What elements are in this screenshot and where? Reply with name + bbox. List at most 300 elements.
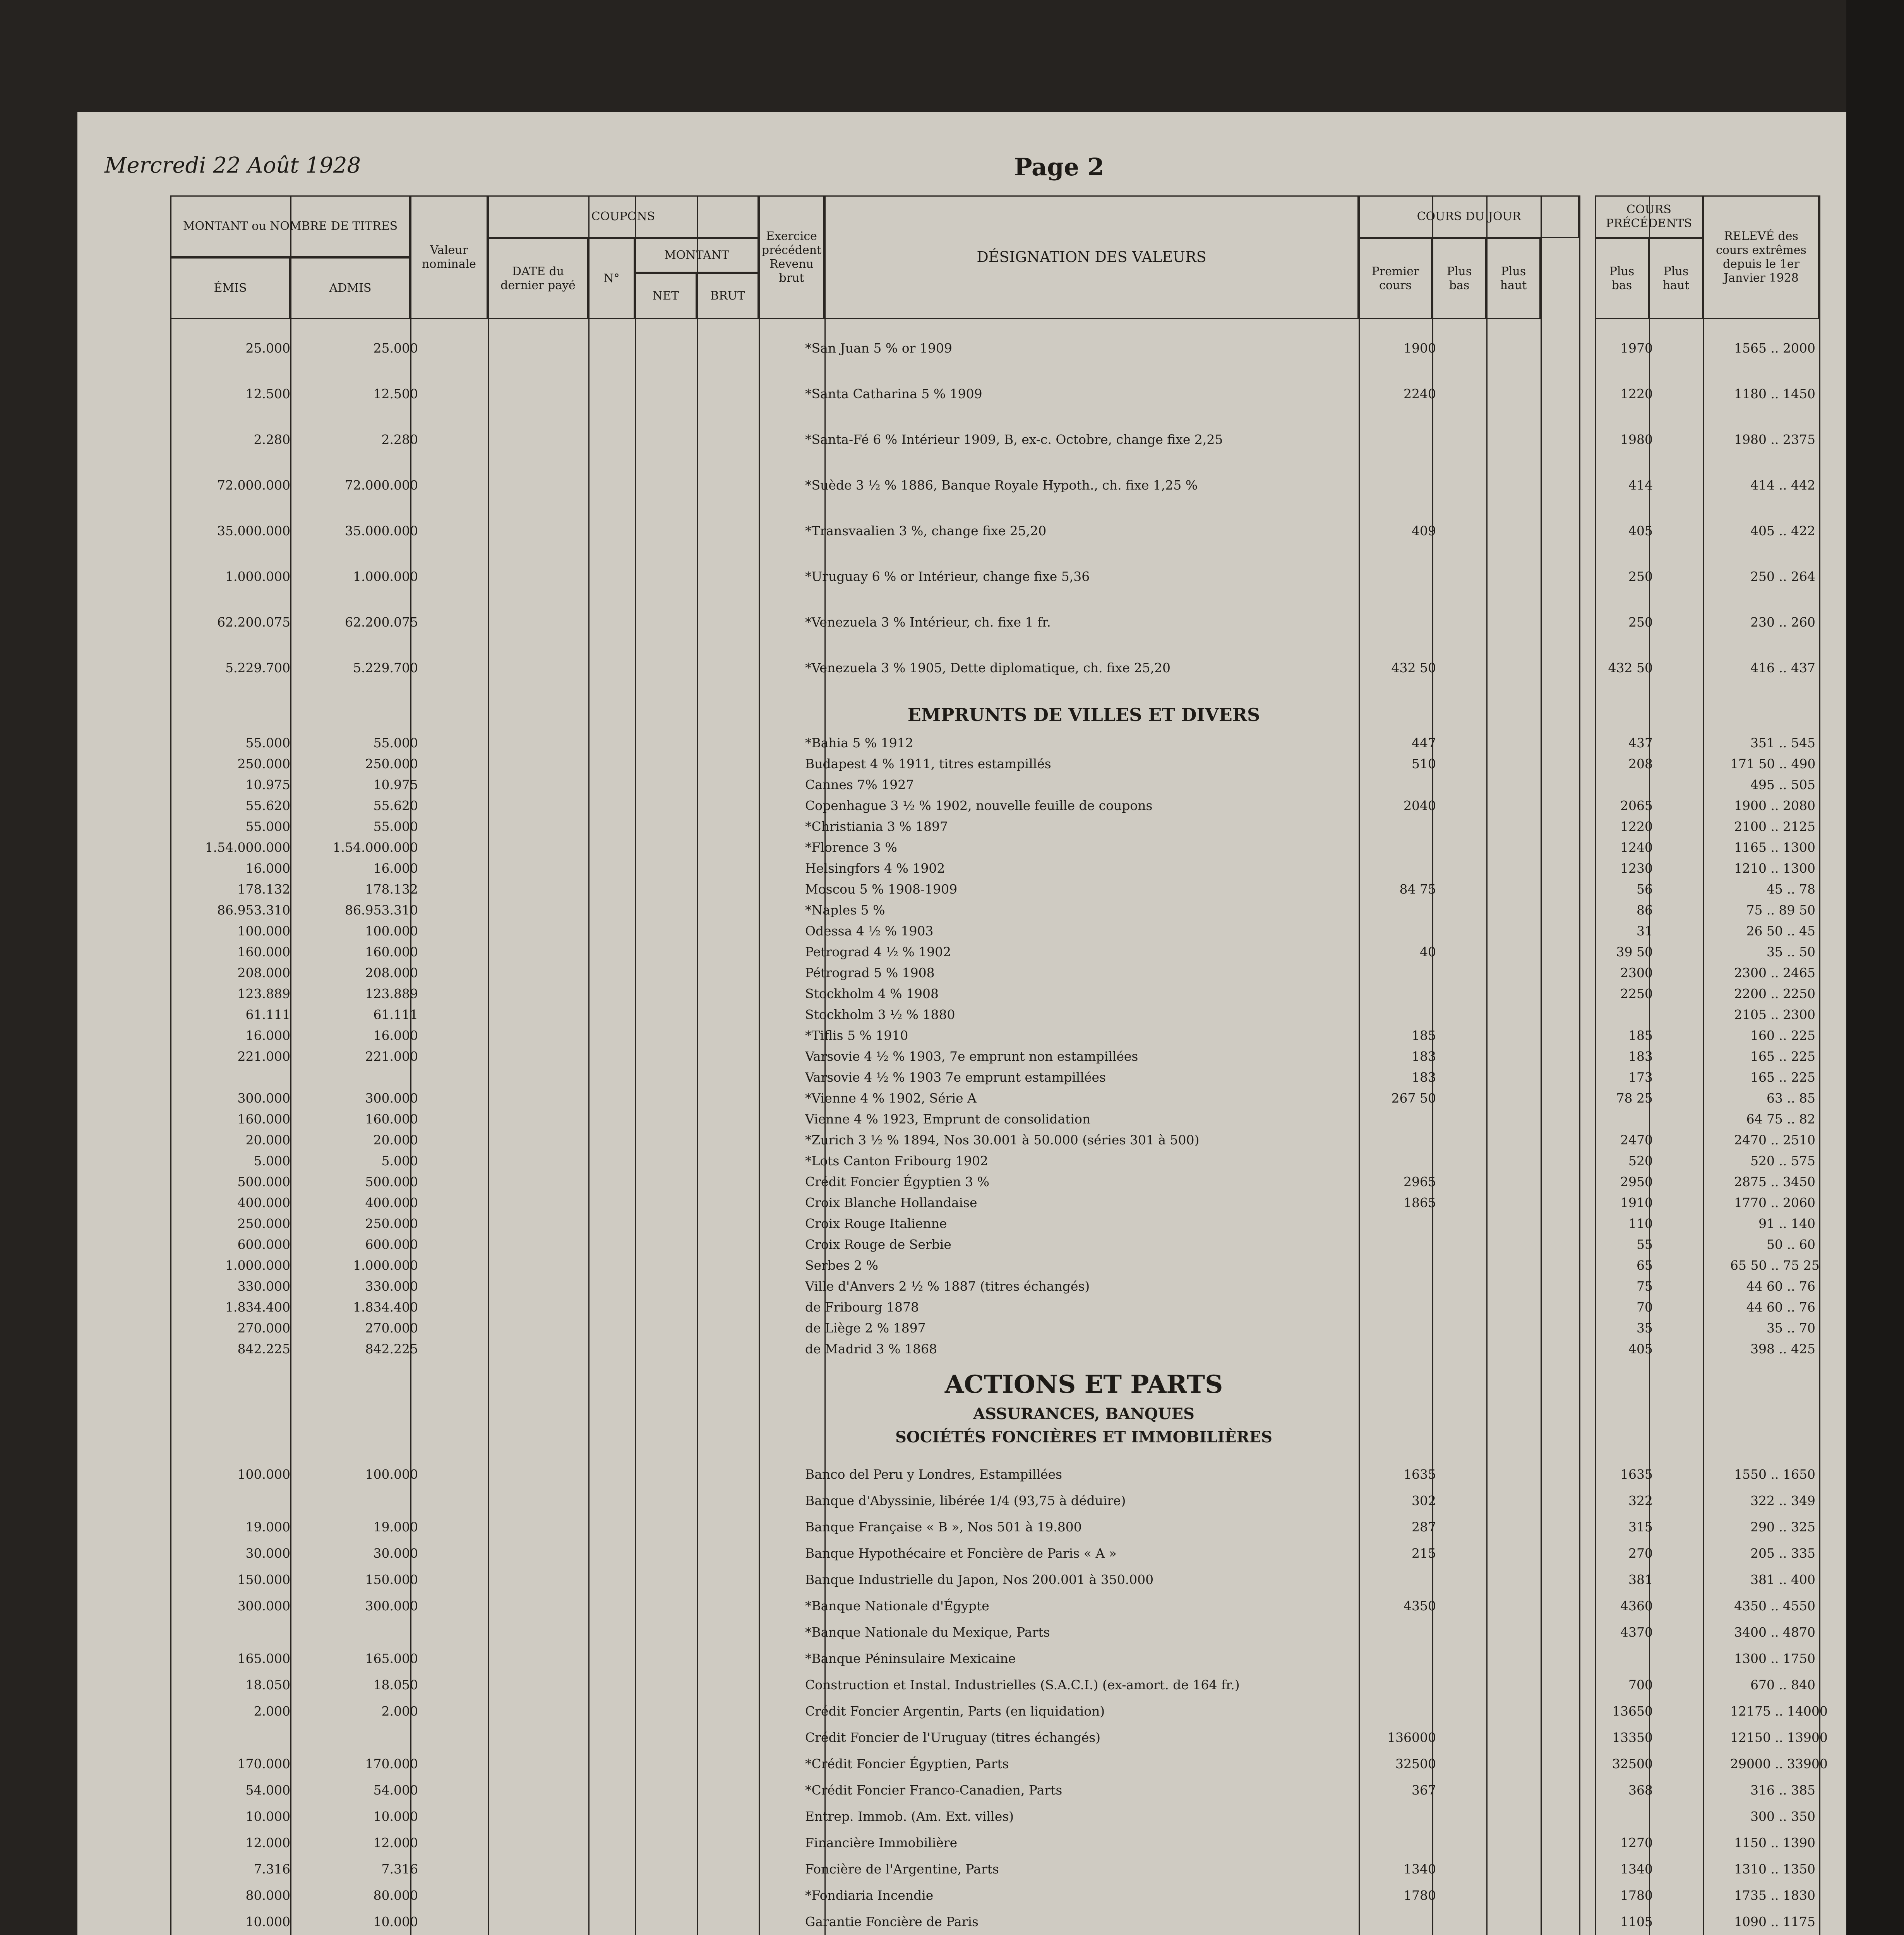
cell-cours bbox=[1386, 1258, 1436, 1273]
cell-emis: 123.889 bbox=[237, 986, 290, 1001]
cell-rel: 1180 .. 1450 bbox=[1734, 386, 1815, 401]
cell-cours: 432 50 bbox=[1391, 660, 1436, 675]
cell-admis: 18.050 bbox=[373, 1677, 418, 1692]
cell-rel: 91 .. 140 bbox=[1758, 1216, 1815, 1231]
cell-label: Serbes 2 % bbox=[805, 1258, 878, 1273]
cell-admis: 100.000 bbox=[365, 1467, 418, 1482]
cell-prec bbox=[1602, 1809, 1653, 1824]
rule bbox=[1541, 195, 1542, 1935]
cell-prec: 185 bbox=[1628, 1028, 1653, 1043]
cell-rel: 2105 .. 2300 bbox=[1734, 1007, 1815, 1022]
cell-label: *Banque Nationale d'Égypte bbox=[805, 1598, 989, 1613]
cell-admis: 10.000 bbox=[373, 1809, 418, 1824]
cell-admis bbox=[302, 1730, 418, 1745]
cell-rel: 351 .. 545 bbox=[1750, 735, 1815, 750]
cell-cours bbox=[1386, 1237, 1436, 1252]
cell-prec: 520 bbox=[1628, 1153, 1653, 1168]
cell-prec: 432 50 bbox=[1608, 660, 1653, 675]
header-admis: ADMIS bbox=[290, 257, 410, 319]
cell-rel: 316 .. 385 bbox=[1750, 1783, 1815, 1798]
cell-label: *Lots Canton Fribourg 1902 bbox=[805, 1153, 988, 1168]
cell-label: *Venezuela 3 % Intérieur, ch. fixe 1 fr. bbox=[805, 615, 1051, 630]
cell-cours bbox=[1386, 1111, 1436, 1127]
cell-cours bbox=[1386, 1835, 1436, 1851]
cell-prec: 250 bbox=[1628, 615, 1653, 630]
cell-emis: 330.000 bbox=[237, 1279, 290, 1294]
cell-emis: 100.000 bbox=[237, 923, 290, 938]
cell-rel: 44 60 .. 76 bbox=[1746, 1300, 1815, 1315]
cell-prec: 1980 bbox=[1620, 432, 1653, 447]
cell-emis: 54.000 bbox=[245, 1783, 290, 1798]
rule bbox=[1703, 195, 1704, 1935]
section-actions: ACTIONS ET PARTS bbox=[944, 1370, 1223, 1399]
cell-rel: 1300 .. 1750 bbox=[1734, 1651, 1815, 1666]
cell-cours bbox=[1386, 1572, 1436, 1587]
cell-cours: 287 bbox=[1412, 1519, 1436, 1534]
cell-admis: 86.953.310 bbox=[345, 902, 418, 918]
cell-rel: 205 .. 335 bbox=[1750, 1546, 1815, 1561]
cell-admis: 170.000 bbox=[365, 1756, 418, 1771]
cell-prec: 75 bbox=[1637, 1279, 1653, 1294]
cell-emis: 178.132 bbox=[237, 882, 290, 897]
cell-label: *Santa-Fé 6 % Intérieur 1909, B, ex-c. Octobre, change fixe 2,25 bbox=[805, 432, 1223, 447]
cell-admis: 80.000 bbox=[373, 1888, 418, 1903]
cell-label: Croix Rouge de Serbie bbox=[805, 1237, 951, 1252]
cell-emis: 100.000 bbox=[237, 1467, 290, 1482]
header-montant-coupon: MONTANT bbox=[635, 238, 759, 273]
cell-cours bbox=[1386, 1300, 1436, 1315]
cell-rel: 495 .. 505 bbox=[1750, 777, 1815, 792]
cell-prec: 315 bbox=[1628, 1519, 1653, 1534]
cell-admis: 2.280 bbox=[381, 432, 418, 447]
rule bbox=[759, 195, 760, 1935]
cell-emis: 400.000 bbox=[237, 1195, 290, 1210]
cell-emis: 208.000 bbox=[237, 965, 290, 980]
cell-emis: 16.000 bbox=[245, 1028, 290, 1043]
cell-prec: 1635 bbox=[1620, 1467, 1653, 1482]
cell-cours: 510 bbox=[1412, 756, 1436, 771]
cell-cours bbox=[1386, 1216, 1436, 1231]
cell-prec: 4370 bbox=[1620, 1625, 1653, 1640]
cell-emis: 221.000 bbox=[237, 1049, 290, 1064]
cell-admis: 500.000 bbox=[365, 1174, 418, 1189]
cell-cours bbox=[1386, 432, 1436, 447]
cell-emis: 160.000 bbox=[237, 944, 290, 959]
cell-rel: 1735 .. 1830 bbox=[1734, 1888, 1815, 1903]
cell-cours bbox=[1386, 1625, 1436, 1640]
cell-admis: 10.975 bbox=[373, 777, 418, 792]
cell-emis: 10.000 bbox=[245, 1809, 290, 1824]
cell-rel: 35 .. 50 bbox=[1767, 944, 1815, 959]
rule bbox=[1579, 195, 1580, 1935]
cell-emis: 842.225 bbox=[237, 1341, 290, 1356]
cell-label: Garantie Foncière de Paris bbox=[805, 1914, 979, 1929]
cell-emis: 5.229.700 bbox=[225, 660, 290, 675]
cell-label: Banque Française « B », Nos 501 à 19.800 bbox=[805, 1519, 1082, 1534]
cell-prec: 368 bbox=[1628, 1783, 1653, 1798]
cell-admis: 61.111 bbox=[373, 1007, 418, 1022]
cell-cours bbox=[1386, 819, 1436, 834]
cell-cours bbox=[1386, 1341, 1436, 1357]
cell-rel: 64 75 .. 82 bbox=[1746, 1111, 1815, 1127]
cell-emis: 300.000 bbox=[237, 1598, 290, 1613]
binding-edge bbox=[1846, 0, 1904, 1935]
cell-admis: 5.229.700 bbox=[353, 660, 418, 675]
cell-label: Petrograd 4 ½ % 1902 bbox=[805, 944, 951, 959]
cell-label: *Vienne 4 % 1902, Série A bbox=[805, 1091, 977, 1106]
header-coupons: COUPONS bbox=[488, 195, 759, 238]
cell-label: *Fondiaria Incendie bbox=[805, 1888, 934, 1903]
header-valeur: Valeur nominale bbox=[410, 195, 488, 319]
cell-rel: 63 .. 85 bbox=[1767, 1091, 1815, 1106]
cell-prec: 32500 bbox=[1612, 1756, 1653, 1771]
cell-label: de Liège 2 % 1897 bbox=[805, 1320, 926, 1336]
cell-emis: 55.620 bbox=[245, 798, 290, 813]
cell-admis: 250.000 bbox=[365, 1216, 418, 1231]
cell-prec: 65 bbox=[1637, 1258, 1653, 1273]
cell-emis: 25.000 bbox=[245, 341, 290, 356]
cell-rel: 65 50 .. 75 25 bbox=[1730, 1258, 1820, 1273]
cell-rel: 160 .. 225 bbox=[1750, 1028, 1815, 1043]
header-prec-bas: Plus bas bbox=[1595, 238, 1649, 319]
cell-cours: 267 50 bbox=[1391, 1091, 1436, 1106]
cell-cours: 4350 bbox=[1404, 1598, 1436, 1613]
cell-rel: 29000 .. 33900 bbox=[1730, 1756, 1828, 1771]
cell-cours: 183 bbox=[1412, 1049, 1436, 1064]
cell-admis bbox=[302, 1625, 418, 1640]
cell-prec: 405 bbox=[1628, 1341, 1653, 1356]
cell-admis: 55.000 bbox=[373, 735, 418, 750]
cell-rel: 381 .. 400 bbox=[1750, 1572, 1815, 1587]
cell-emis: 16.000 bbox=[245, 861, 290, 876]
cell-prec: 414 bbox=[1628, 478, 1653, 493]
cell-prec: 381 bbox=[1628, 1572, 1653, 1587]
cell-emis: 55.000 bbox=[245, 735, 290, 750]
cell-emis: 1.834.400 bbox=[225, 1300, 290, 1315]
cell-prec: 1240 bbox=[1620, 840, 1653, 855]
cell-cours: 2040 bbox=[1404, 798, 1436, 813]
cell-emis: 19.000 bbox=[245, 1519, 290, 1534]
cell-emis bbox=[174, 1493, 290, 1509]
cell-emis: 12.500 bbox=[245, 386, 290, 401]
rule bbox=[1819, 195, 1820, 1935]
cell-prec bbox=[1602, 777, 1653, 793]
cell-label: de Madrid 3 % 1868 bbox=[805, 1341, 937, 1356]
cell-cours: 2965 bbox=[1404, 1174, 1436, 1189]
cell-emis: 10.975 bbox=[245, 777, 290, 792]
page-number: Page 2 bbox=[1014, 153, 1104, 181]
cell-emis: 1.000.000 bbox=[225, 1258, 290, 1273]
cell-emis: 61.111 bbox=[245, 1007, 290, 1022]
cell-rel: 414 .. 442 bbox=[1750, 478, 1815, 493]
cell-prec bbox=[1602, 1111, 1653, 1127]
header-date: DATE du dernier payé bbox=[488, 238, 588, 319]
cell-emis: 250.000 bbox=[237, 756, 290, 771]
cell-admis: 12.000 bbox=[373, 1835, 418, 1850]
cell-label: Crédit Foncier Égyptien 3 % bbox=[805, 1174, 989, 1189]
cell-prec: 270 bbox=[1628, 1546, 1653, 1561]
cell-prec: 208 bbox=[1628, 756, 1653, 771]
rule bbox=[1649, 195, 1650, 1935]
cell-admis: 5.000 bbox=[381, 1153, 418, 1168]
cell-cours: 1900 bbox=[1404, 341, 1436, 356]
cell-cours bbox=[1386, 1677, 1436, 1693]
cell-label: Cannes 7% 1927 bbox=[805, 777, 914, 792]
cell-prec: 2950 bbox=[1620, 1174, 1653, 1189]
rule bbox=[488, 195, 489, 1935]
rule bbox=[1486, 195, 1488, 1935]
cell-admis: 123.889 bbox=[365, 986, 418, 1001]
page-date: Mercredi 22 Août 1928 bbox=[105, 153, 361, 178]
cell-emis: 150.000 bbox=[237, 1572, 290, 1587]
cell-admis bbox=[302, 1070, 418, 1085]
cell-label: Banco del Peru y Londres, Estampillées bbox=[805, 1467, 1063, 1482]
cell-admis: 30.000 bbox=[373, 1546, 418, 1561]
cell-rel: 26 50 .. 45 bbox=[1746, 923, 1815, 938]
rule bbox=[824, 195, 826, 1935]
cell-emis: 18.050 bbox=[245, 1677, 290, 1692]
cell-emis: 2.000 bbox=[254, 1704, 290, 1719]
cell-prec: 31 bbox=[1637, 923, 1653, 938]
cell-cours: 32500 bbox=[1395, 1756, 1436, 1771]
cell-emis: 160.000 bbox=[237, 1111, 290, 1127]
cell-prec: 35 bbox=[1637, 1320, 1653, 1336]
cell-rel: 12150 .. 13900 bbox=[1730, 1730, 1828, 1745]
cell-admis: 55.620 bbox=[373, 798, 418, 813]
cell-admis: 300.000 bbox=[365, 1598, 418, 1613]
rule bbox=[1359, 195, 1360, 1935]
cell-label: Foncière de l'Argentine, Parts bbox=[805, 1861, 999, 1877]
cell-rel: 1090 .. 1175 bbox=[1734, 1914, 1815, 1929]
cell-label: Copenhague 3 ½ % 1902, nouvelle feuille de coupons bbox=[805, 798, 1153, 813]
cell-rel: 12175 .. 14000 bbox=[1730, 1704, 1828, 1719]
cell-emis: 1.000.000 bbox=[225, 569, 290, 584]
cell-prec: 4360 bbox=[1620, 1598, 1653, 1613]
cell-rel: 1550 .. 1650 bbox=[1734, 1467, 1815, 1482]
cell-label: *Banque Nationale du Mexique, Parts bbox=[805, 1625, 1050, 1640]
cell-label: Financière Immobilière bbox=[805, 1835, 958, 1850]
cell-cours bbox=[1386, 1007, 1436, 1022]
cell-rel: 416 .. 437 bbox=[1750, 660, 1815, 675]
cell-cours: 185 bbox=[1412, 1028, 1436, 1043]
cell-cours bbox=[1386, 1809, 1436, 1824]
cell-cours bbox=[1386, 902, 1436, 918]
header-cours-du-jour: COURS DU JOUR bbox=[1359, 195, 1579, 238]
cell-label: *Crédit Foncier Franco-Canadien, Parts bbox=[805, 1783, 1063, 1798]
cell-label: Banque d'Abyssinie, libérée 1/4 (93,75 à déduire) bbox=[805, 1493, 1126, 1508]
cell-admis: 62.200.075 bbox=[345, 615, 418, 630]
cell-prec: 1340 bbox=[1620, 1861, 1653, 1877]
cell-label: Banque Industrielle du Japon, Nos 200.001 à 350.000 bbox=[805, 1572, 1154, 1587]
cell-rel: 1210 .. 1300 bbox=[1734, 861, 1815, 876]
cell-label: Croix Blanche Hollandaise bbox=[805, 1195, 977, 1210]
cell-emis: 1.54.000.000 bbox=[205, 840, 290, 855]
section-societes: SOCIÉTÉS FONCIÈRES ET IMMOBILIÈRES bbox=[895, 1428, 1272, 1446]
cell-rel: 1980 .. 2375 bbox=[1734, 432, 1815, 447]
cell-rel: 1165 .. 1300 bbox=[1734, 840, 1815, 855]
cell-cours: 1340 bbox=[1404, 1861, 1436, 1877]
cell-cours: 183 bbox=[1412, 1070, 1436, 1085]
cell-admis: 250.000 bbox=[365, 756, 418, 771]
cell-admis: 2.000 bbox=[381, 1704, 418, 1719]
cell-label: Stockholm 4 % 1908 bbox=[805, 986, 939, 1001]
cell-label: *Christiania 3 % 1897 bbox=[805, 819, 948, 834]
cell-label: *Bahia 5 % 1912 bbox=[805, 735, 913, 750]
cell-prec: 2250 bbox=[1620, 986, 1653, 1001]
cell-admis: 19.000 bbox=[373, 1519, 418, 1534]
cell-rel: 2200 .. 2250 bbox=[1734, 986, 1815, 1001]
header-net: NET bbox=[635, 273, 697, 319]
cell-label: de Fribourg 1878 bbox=[805, 1300, 919, 1315]
cell-cours bbox=[1386, 1914, 1436, 1930]
rule bbox=[635, 195, 636, 1935]
cell-rel: 322 .. 349 bbox=[1750, 1493, 1815, 1508]
rule bbox=[410, 195, 411, 1935]
cell-admis: 16.000 bbox=[373, 1028, 418, 1043]
header-emis: ÉMIS bbox=[170, 257, 290, 319]
cell-label: Vienne 4 % 1923, Emprunt de consolidation bbox=[805, 1111, 1091, 1127]
cell-rel: 1770 .. 2060 bbox=[1734, 1195, 1815, 1210]
cell-cours: 40 bbox=[1420, 944, 1436, 959]
cell-admis: 160.000 bbox=[365, 1111, 418, 1127]
header-brut: BRUT bbox=[697, 273, 759, 319]
cell-admis: 7.316 bbox=[381, 1861, 418, 1877]
cell-admis: 1.834.400 bbox=[353, 1300, 418, 1315]
header-premier: Premier cours bbox=[1359, 238, 1432, 319]
cell-rel: 165 .. 225 bbox=[1750, 1070, 1815, 1085]
cell-rel: 1565 .. 2000 bbox=[1734, 341, 1815, 356]
cell-prec: 86 bbox=[1637, 902, 1653, 918]
cell-cours bbox=[1386, 965, 1436, 981]
cell-prec: 110 bbox=[1628, 1216, 1653, 1231]
cell-prec: 322 bbox=[1628, 1493, 1653, 1508]
cell-emis bbox=[174, 1070, 290, 1085]
cell-prec bbox=[1602, 1007, 1653, 1022]
cell-rel: 2300 .. 2465 bbox=[1734, 965, 1815, 980]
cell-admis: 400.000 bbox=[365, 1195, 418, 1210]
cell-prec: 1230 bbox=[1620, 861, 1653, 876]
cell-admis: 150.000 bbox=[365, 1572, 418, 1587]
cell-emis: 30.000 bbox=[245, 1546, 290, 1561]
cell-rel: 2100 .. 2125 bbox=[1734, 819, 1815, 834]
cell-rel: 670 .. 840 bbox=[1750, 1677, 1815, 1692]
cell-cours bbox=[1386, 615, 1436, 630]
cell-label: *San Juan 5 % or 1909 bbox=[805, 341, 952, 356]
cell-prec: 78 25 bbox=[1616, 1091, 1653, 1106]
cell-rel: 290 .. 325 bbox=[1750, 1519, 1815, 1534]
cell-admis: 160.000 bbox=[365, 944, 418, 959]
cell-emis: 72.000.000 bbox=[217, 478, 290, 493]
cell-prec: 1220 bbox=[1620, 386, 1653, 401]
header-exercice: Exercice précédent Revenu brut bbox=[759, 195, 824, 319]
cell-admis: 842.225 bbox=[365, 1341, 418, 1356]
cell-admis: 165.000 bbox=[365, 1651, 418, 1666]
cell-label: Entrep. Immob. (Am. Ext. villes) bbox=[805, 1809, 1014, 1824]
cell-admis: 20.000 bbox=[373, 1132, 418, 1147]
cell-rel: 171 50 .. 490 bbox=[1730, 756, 1816, 771]
cell-admis: 55.000 bbox=[373, 819, 418, 834]
cell-prec: 183 bbox=[1628, 1049, 1653, 1064]
cell-rel: 405 .. 422 bbox=[1750, 523, 1815, 538]
cell-label: Pétrograd 5 % 1908 bbox=[805, 965, 935, 980]
cell-emis: 170.000 bbox=[237, 1756, 290, 1771]
cell-rel: 398 .. 425 bbox=[1750, 1341, 1815, 1356]
cell-admis: 12.500 bbox=[373, 386, 418, 401]
cell-rel: 75 .. 89 50 bbox=[1746, 902, 1815, 918]
cell-cours: 84 75 bbox=[1399, 882, 1436, 897]
cell-cours: 136000 bbox=[1387, 1730, 1436, 1745]
cell-cours: 1635 bbox=[1404, 1467, 1436, 1482]
cell-label: *Venezuela 3 % 1905, Dette diplomatique, ch. fixe 25,20 bbox=[805, 660, 1171, 675]
cell-prec: 1220 bbox=[1620, 819, 1653, 834]
cell-cours bbox=[1386, 861, 1436, 876]
cell-admis: 72.000.000 bbox=[345, 478, 418, 493]
cell-prec: 1970 bbox=[1620, 341, 1653, 356]
cell-rel: 35 .. 70 bbox=[1767, 1320, 1815, 1336]
cell-cours: 1780 bbox=[1404, 1888, 1436, 1903]
cell-cours: 1865 bbox=[1404, 1195, 1436, 1210]
cell-label: *Transvaalien 3 %, change fixe 25,20 bbox=[805, 523, 1047, 538]
cell-prec: 700 bbox=[1628, 1677, 1653, 1692]
cell-rel: 230 .. 260 bbox=[1750, 615, 1815, 630]
cell-cours bbox=[1386, 478, 1436, 493]
cell-cours bbox=[1386, 1132, 1436, 1148]
cell-rel: 520 .. 575 bbox=[1750, 1153, 1815, 1168]
cell-prec: 1105 bbox=[1620, 1914, 1653, 1929]
cell-rel: 44 60 .. 76 bbox=[1746, 1279, 1815, 1294]
cell-cours bbox=[1386, 923, 1436, 939]
cell-prec: 13650 bbox=[1612, 1704, 1653, 1719]
cell-admis: 270.000 bbox=[365, 1320, 418, 1336]
header-designation: DÉSIGNATION DES VALEURS bbox=[824, 195, 1359, 319]
cell-rel: 4350 .. 4550 bbox=[1734, 1598, 1815, 1613]
cell-prec: 56 bbox=[1637, 882, 1653, 897]
cell-label: Helsingfors 4 % 1902 bbox=[805, 861, 945, 876]
cell-cours: 302 bbox=[1412, 1493, 1436, 1508]
cell-emis: 270.000 bbox=[237, 1320, 290, 1336]
cell-admis: 1.000.000 bbox=[353, 1258, 418, 1273]
header-num: N° bbox=[588, 238, 635, 319]
cell-rel: 250 .. 264 bbox=[1750, 569, 1815, 584]
rule bbox=[290, 195, 291, 1935]
cell-label: *Naples 5 % bbox=[805, 902, 885, 918]
cell-label: *Crédit Foncier Égyptien, Parts bbox=[805, 1756, 1009, 1771]
cell-emis: 7.316 bbox=[254, 1861, 290, 1877]
cell-admis: 35.000.000 bbox=[345, 523, 418, 538]
cell-cours: 409 bbox=[1412, 523, 1436, 538]
cell-emis: 250.000 bbox=[237, 1216, 290, 1231]
cell-rel: 300 .. 350 bbox=[1750, 1809, 1815, 1824]
cell-label: Croix Rouge Italienne bbox=[805, 1216, 947, 1231]
header-prec-haut: Plus haut bbox=[1649, 238, 1703, 319]
cell-cours bbox=[1386, 1153, 1436, 1169]
cell-prec: 70 bbox=[1637, 1300, 1653, 1315]
cell-prec: 1780 bbox=[1620, 1888, 1653, 1903]
cell-emis: 165.000 bbox=[237, 1651, 290, 1666]
cell-admis: 54.000 bbox=[373, 1783, 418, 1798]
cell-admis: 330.000 bbox=[365, 1279, 418, 1294]
cell-prec: 2065 bbox=[1620, 798, 1653, 813]
rule bbox=[588, 195, 590, 1935]
rule bbox=[1432, 195, 1433, 1935]
cell-admis: 100.000 bbox=[365, 923, 418, 938]
header-plus-haut: Plus haut bbox=[1486, 238, 1541, 319]
cell-admis: 300.000 bbox=[365, 1091, 418, 1106]
cell-prec: 2470 bbox=[1620, 1132, 1653, 1147]
cell-label: Varsovie 4 ½ % 1903 7e emprunt estampillées bbox=[805, 1070, 1106, 1085]
cell-emis: 20.000 bbox=[245, 1132, 290, 1147]
cell-rel: 50 .. 60 bbox=[1767, 1237, 1815, 1252]
